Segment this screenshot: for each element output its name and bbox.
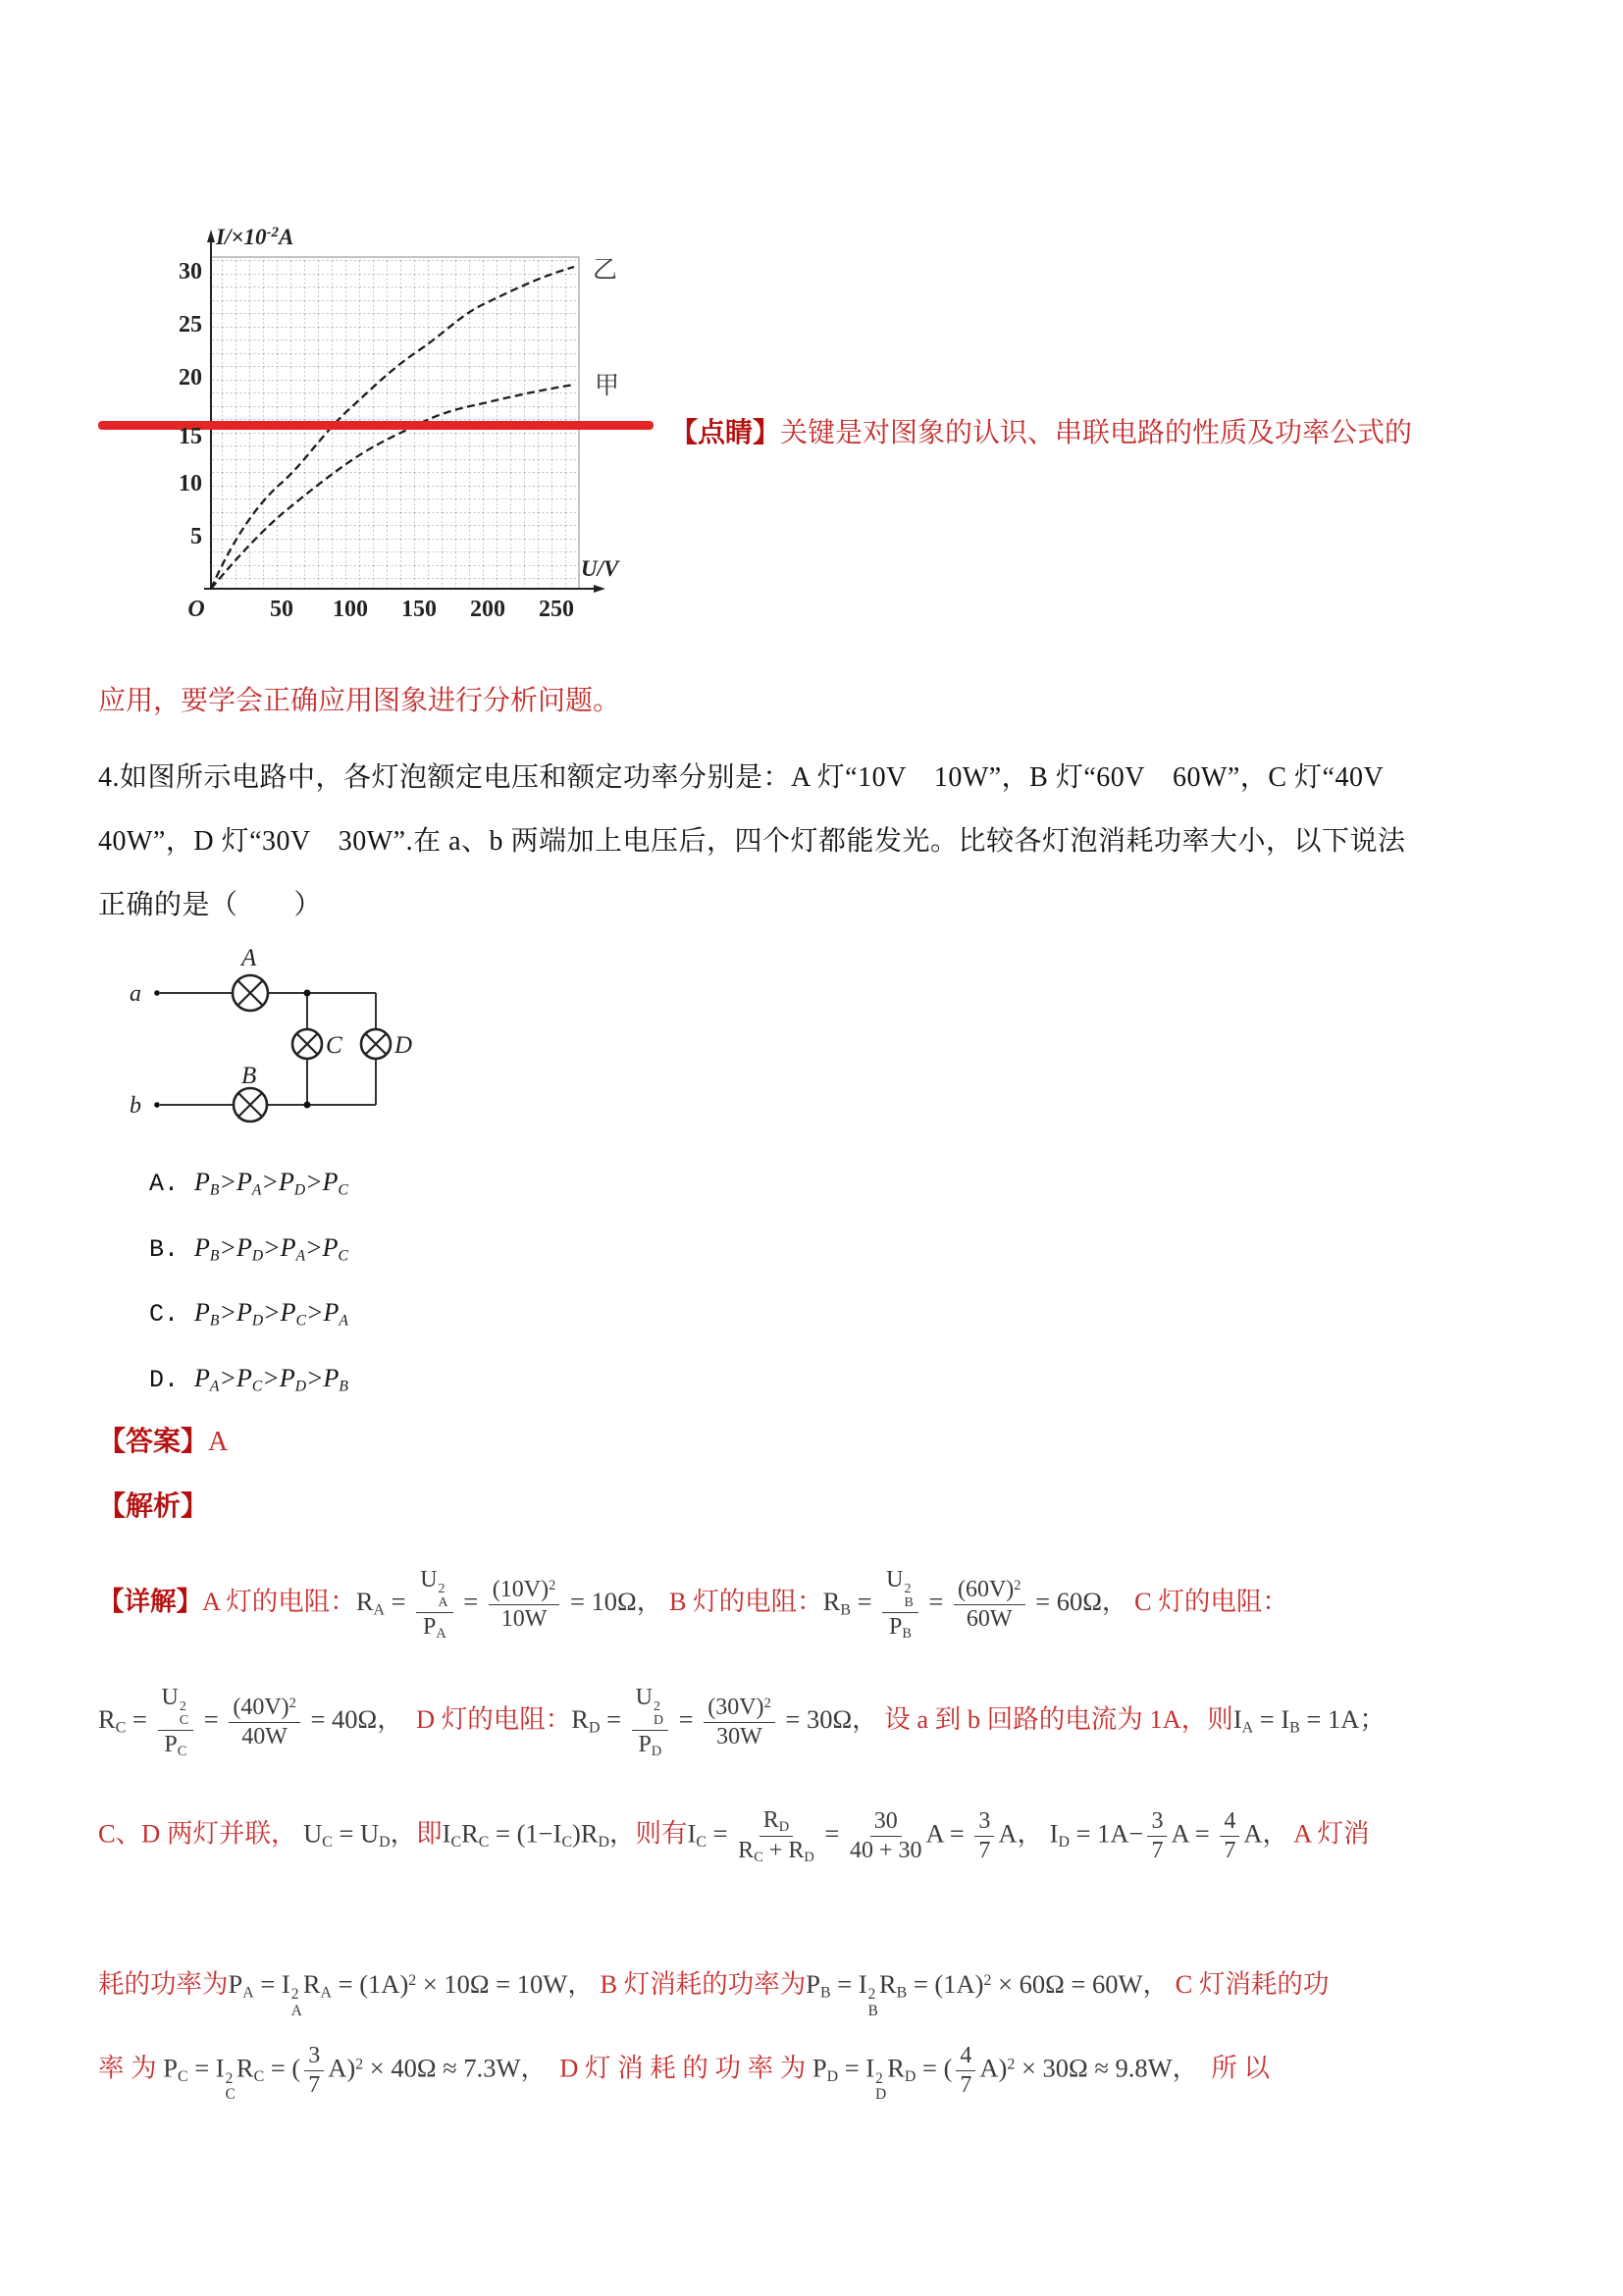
x-axis-arrow-icon <box>594 585 605 593</box>
option-c <box>149 1298 348 1330</box>
detail-line-1: 【详解】A 灯的电阻：RA = U 2 A PA = $\frac{(10V)^2}{10W}$ = 10Ω， B 灯的电阻：RB = U 2 B PB = $\frac{(60V)^2}{60W}$ = 60Ω， C 灯的电阻： <box>98 1567 1288 1643</box>
analysis-label: 【解析】 <box>98 1491 209 1522</box>
junction-top <box>304 990 311 997</box>
analysis-line <box>98 1489 208 1524</box>
option-a <box>149 1168 348 1199</box>
y-tick: 15 <box>179 424 202 449</box>
iv-graph <box>98 221 657 633</box>
note-head: 【点睛】 <box>670 418 781 448</box>
y-tick: 20 <box>179 365 202 391</box>
option-c-label: C. <box>149 1300 180 1329</box>
terminal-a-label: a <box>130 981 141 1007</box>
detail-line-2: RC = U 2 C PC = $\frac{(40V)^2}{40W}$ = 40Ω， D 灯的电阻：RD = U 2 D PD = $\frac{(30V)^2}{30W}$ = 30Ω， 设 a 到 b 回路的电流为 1A，则IA = IB = 1A； <box>98 1685 1386 1760</box>
option-b-text: PB>PD>PA>PC <box>194 1233 348 1265</box>
detail-line-3: C、D 两灯并联， UC = UD，即ICRC = (1−IC)RD，则有IC = $\frac{RD}{RC + RD}$ = $\frac{30}{40 + 30}$ A = $\frac{3}{7}$ A， ID = 1A− $\frac{3}{7}$ A = $\frac{4}{7}$ A， A 灯消 <box>98 1807 1370 1866</box>
lamp-a-label: A <box>241 945 257 971</box>
option-d-text: PA>PC>PD>PB <box>194 1364 348 1395</box>
lamp-d-label: D <box>394 1032 413 1059</box>
option-a-label: A. <box>149 1170 180 1198</box>
lamp-c-label: C <box>326 1032 342 1059</box>
option-d-label: D. <box>149 1366 180 1394</box>
option-b <box>149 1233 348 1265</box>
detail-line-4: 耗的功率为PA = I 2 A RA = $(1A)^2 \times 10\Omega = 10W$， B 灯消耗的功率为PB = I 2 B RB = $(1A)^2 \times 60\Omega = 60W$， C 灯消耗的功 <box>98 1969 1330 2019</box>
y-axis-label: $I/\times 10^{-2}A$ <box>216 225 294 249</box>
note-line-1 <box>670 416 1412 450</box>
option-d <box>149 1364 348 1395</box>
option-b-label: B. <box>149 1235 180 1264</box>
curve-label-jia: 甲 <box>595 373 620 399</box>
x-tick: 100 <box>333 597 368 622</box>
x-tick: 50 <box>270 597 293 622</box>
answer-label: 【答案】 <box>98 1427 209 1457</box>
terminal-b-label: b <box>130 1093 141 1119</box>
y-tick: 10 <box>179 471 202 496</box>
y-axis-arrow-icon <box>207 230 215 242</box>
junction-bottom <box>304 1102 311 1109</box>
option-c-text: PB>PD>PC>PA <box>194 1298 348 1330</box>
question-line-1: 4.如图所示电路中，各灯泡额定电压和额定功率分别是：A 灯“10V 10W”，B 灯“60V 60W”，C 灯“40V <box>98 762 1385 793</box>
curve-label-yi: 乙 <box>593 257 618 284</box>
x-tick: 250 <box>539 597 574 622</box>
origin-label: O <box>187 597 205 622</box>
detail-line-5: 率 为 PC = I 2 C RC = ( $\frac{3}{7}$ A)$^2$ × 40Ω ≈ 7.3W， D 灯 消 耗 的 功 率 为 PD = I 2 D RD = ( $\frac{4}{7}$ A)$^2$ × 30Ω ≈ 9.8W， 所 以 <box>98 2043 1271 2104</box>
answer-value: A <box>208 1427 229 1457</box>
note-line-2: 应用，要学会正确应用图象进行分析问题。 <box>98 686 621 716</box>
terminal-b-dot <box>154 1102 160 1108</box>
answer-line <box>98 1425 228 1459</box>
question-line-2: 40W”，D 灯“30V 30W”.在 a、b 两端加上电压后，四个灯都能发光。比较各灯泡消耗功率大小，以下说法 <box>98 826 1406 857</box>
y-tick: 5 <box>190 524 202 549</box>
circuit-wires <box>160 993 376 1105</box>
y-tick: 30 <box>179 259 202 285</box>
x-tick: 200 <box>470 597 505 622</box>
question-line-3: 正确的是（ ） <box>98 890 323 920</box>
y-tick: 25 <box>179 312 202 338</box>
note-body: 关键是对图象的认识、串联电路的性质及功率公式的 <box>780 418 1413 448</box>
x-tick: 150 <box>401 597 437 622</box>
lamp-b-label: B <box>241 1063 257 1089</box>
option-a-text: PB>PA>PD>PC <box>194 1168 348 1199</box>
circuit-diagram <box>118 934 432 1145</box>
terminal-a-dot <box>154 990 160 996</box>
x-axis-label: U/V <box>581 556 619 581</box>
